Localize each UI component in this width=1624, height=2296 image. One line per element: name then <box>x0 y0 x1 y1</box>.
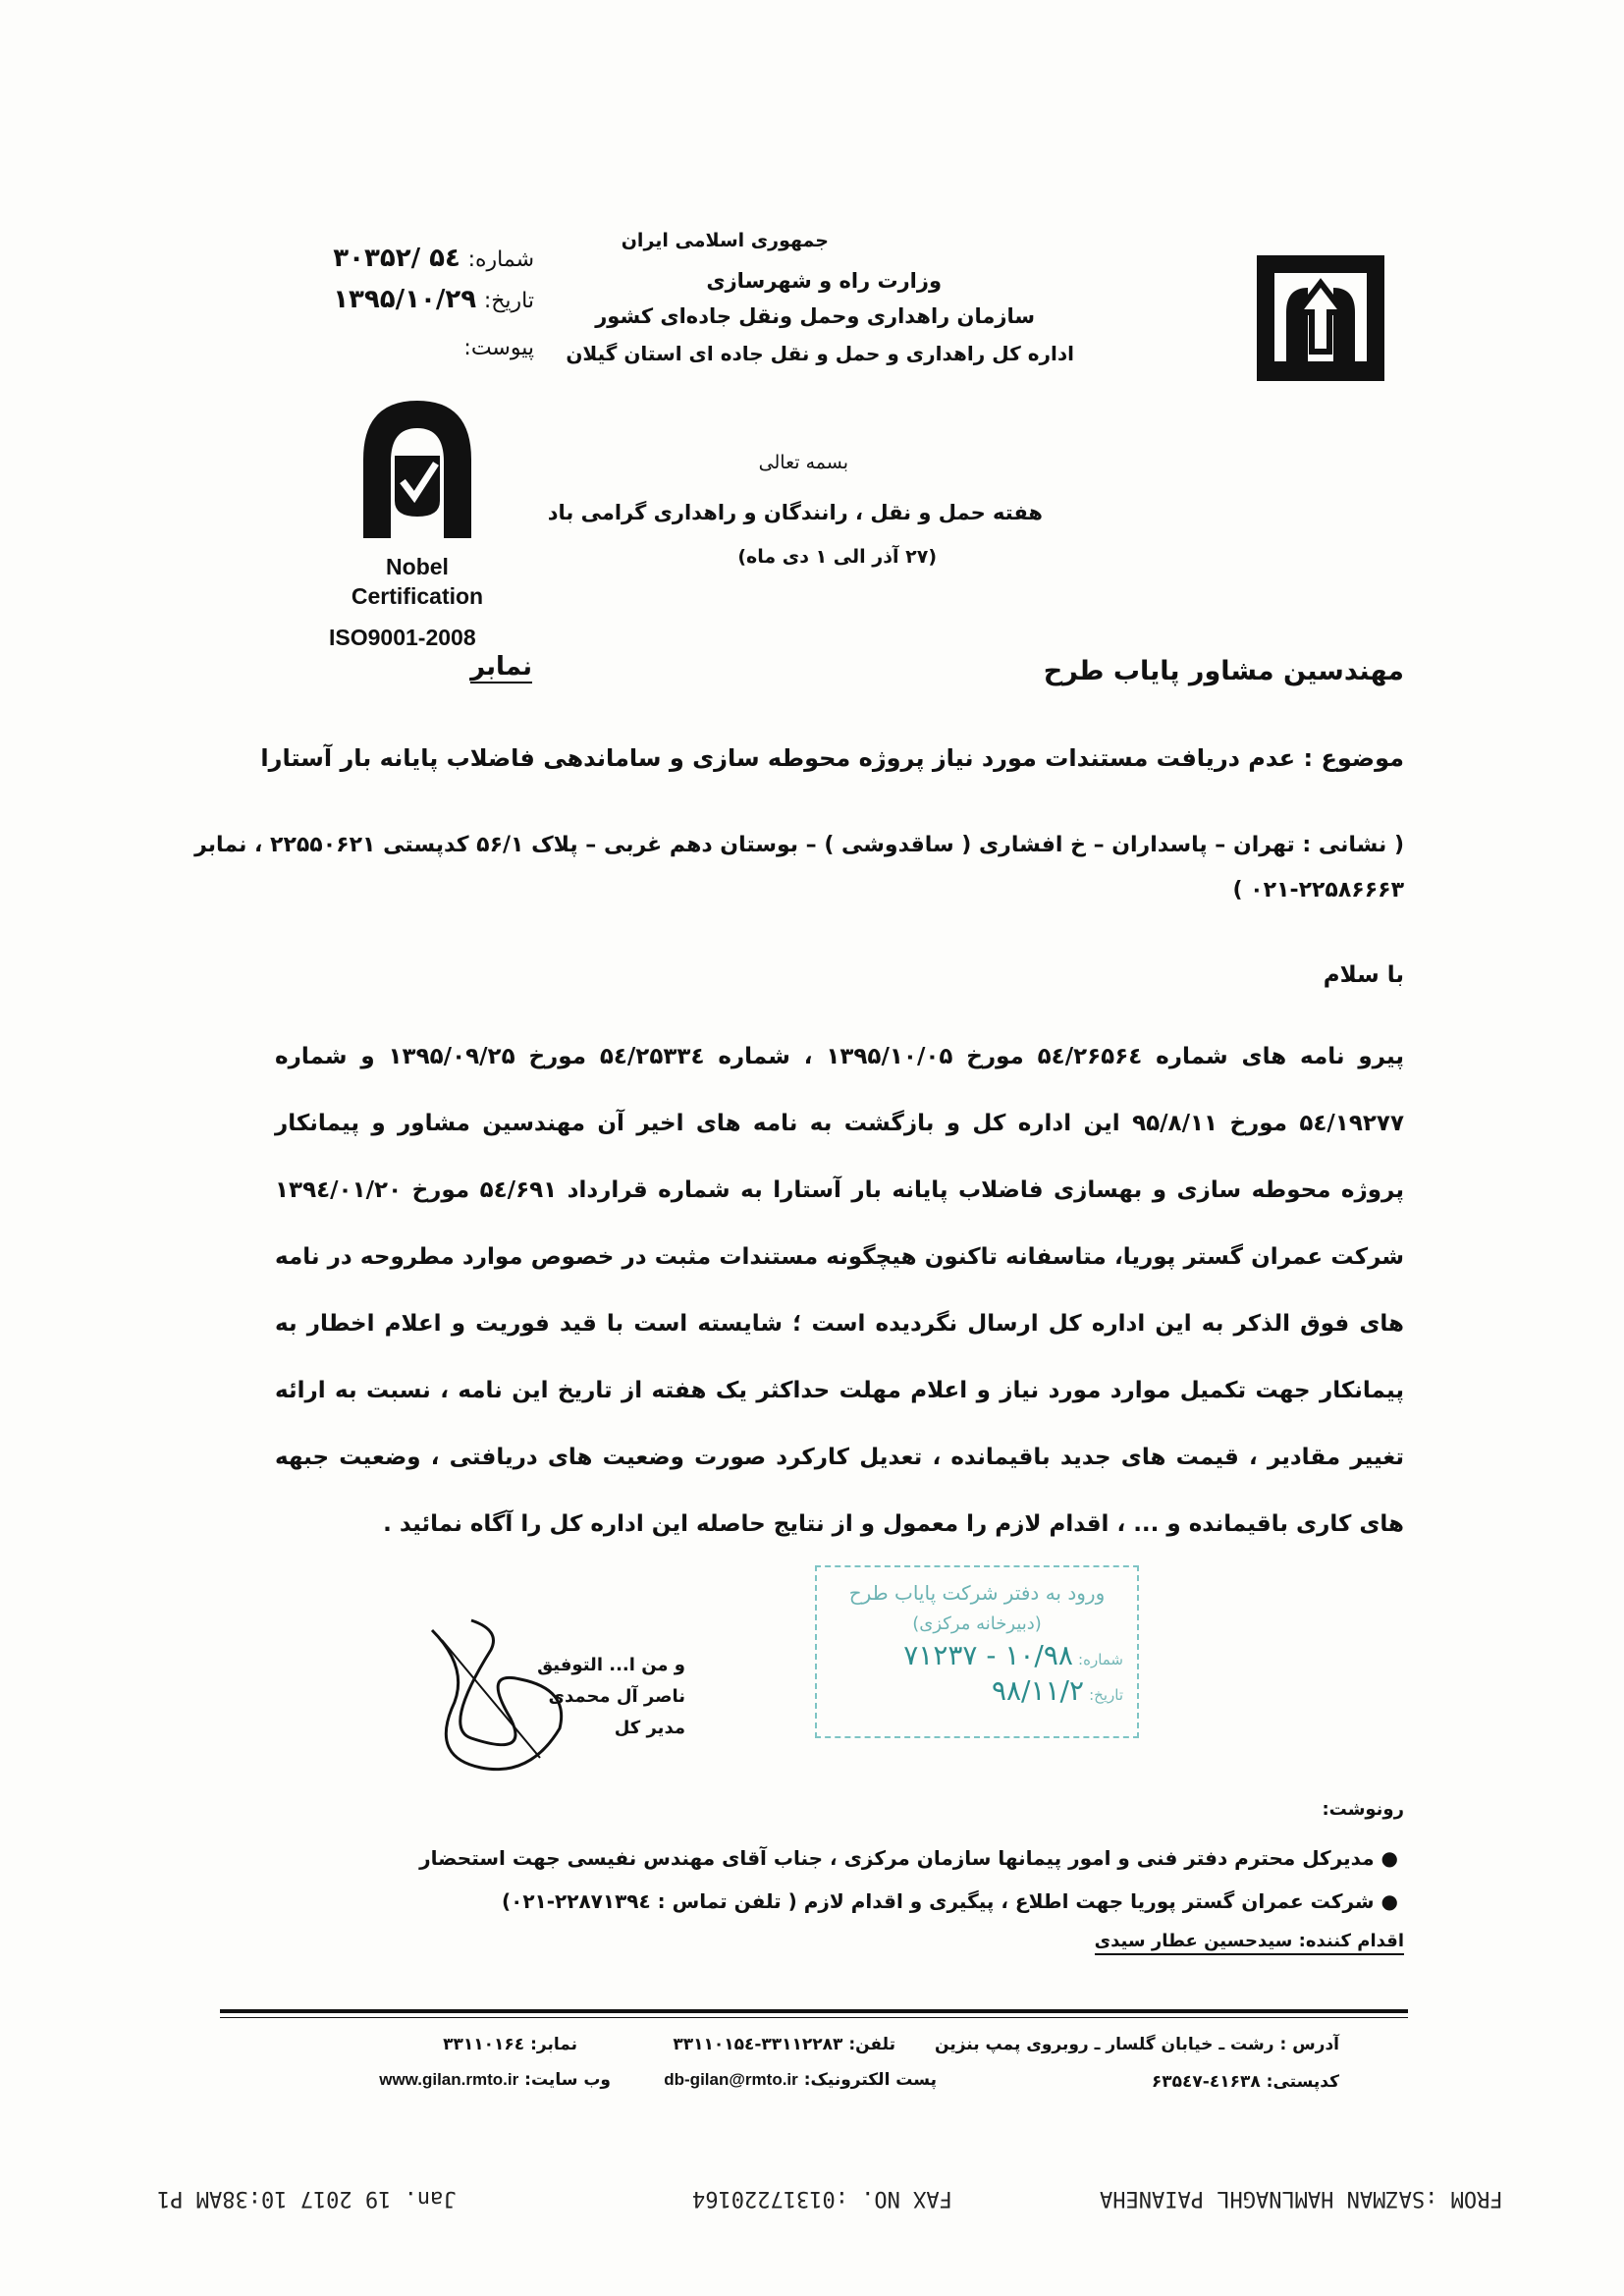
stamp-date-value: ۹۸/۱۱/۲ <box>991 1674 1084 1707</box>
certification-line2: Certification <box>351 583 484 609</box>
footer-web-label: وب سایت: <box>524 2070 611 2090</box>
stamp-date <box>831 1675 1123 1711</box>
cc-item-2-text: شرکت عمران گستر پوریا جهت اطلاع ، پیگیری و اقدام لازم ( تلفن تماس : ۲۲۸۷۱۳۹٤-۰۲۱) <box>501 1889 1375 1913</box>
header-ministry: وزارت راه و شهرسازی <box>706 269 942 293</box>
fax-header-from: FROM :SAZMAN HAMLNAGHL PAIANEHA <box>1100 2186 1503 2211</box>
stamp-number-value: ۱۰/۹۸ - ۷۱۲۳۷ <box>903 1639 1073 1671</box>
footer-email <box>664 2070 937 2090</box>
letter-date <box>333 285 534 314</box>
letter-number-label: شماره: <box>467 247 534 272</box>
footer-divider <box>220 2009 1408 2013</box>
header-country: جمهوری اسلامی ایران <box>621 230 829 251</box>
footer-postal: کدپستی: ٤۱۶۳۸-۶۳۵٤۷ <box>1151 2072 1339 2092</box>
bismillah: بسمه تعالی <box>758 452 848 473</box>
stamp-line-1: ورود به دفتر شرکت پایاب طرح <box>848 1581 1106 1605</box>
signature-title: مدیر کل <box>614 1718 685 1738</box>
certification-name <box>295 552 540 611</box>
recipient: مهندسین مشاور پایاب طرح <box>1043 656 1404 686</box>
address-line-2: ۰۲۱-۲۲۵۸۶۶۶۳ ) <box>1232 878 1404 902</box>
letter-number <box>333 244 534 273</box>
cc-item-1 <box>419 1846 1398 1870</box>
letter-date-label: تاریخ: <box>483 289 534 313</box>
greeting: با سلام <box>1323 962 1404 988</box>
signature-closing: و من ا... التوفیق <box>537 1655 685 1675</box>
address-line-1: ( نشانی : تهران – پاسداران – خ افشاری ( ساقدوشی ) – بوستان دهم غربی – پلاک ۵۶/۱ کدپستی ۲۲۵۵۰۶۲۱ ، نمابر <box>194 833 1404 857</box>
certification-line1: Nobel <box>386 554 449 579</box>
footer-web <box>379 2070 611 2090</box>
letter-number-value: ۵٤ /۳۰۳۵۲ <box>333 244 460 273</box>
cc-item-1-text: مدیرکل محترم دفتر فنی و امور پیمانها سازمان مرکزی ، جناب آقای مهندس نفیسی جهت استحضار <box>419 1846 1375 1870</box>
footer-fax: نمابر: ۳۳۱۱۰۱۶٤ <box>443 2035 577 2054</box>
footer-divider-thin <box>220 2017 1408 2018</box>
subject: موضوع : عدم دریافت مستندات مورد نیاز پروژه محوطه سازی و ساماندهی فاضلاب پایانه بار آستارا <box>260 744 1404 772</box>
fax-mark: نمابر <box>470 652 532 682</box>
letter-attachment: پیوست: <box>463 336 534 360</box>
stamp-line-2: (دبیرخانه مرکزی) <box>912 1613 1042 1634</box>
certification-standard: ISO9001-2008 <box>329 625 476 650</box>
fax-header-number: FAX NO. :01317220164 <box>692 2186 952 2211</box>
cc-label: رونوشت: <box>1322 1799 1404 1820</box>
header-organization: سازمان راهداری وحمل ونقل جاده‌ای کشور <box>595 304 1035 328</box>
body-paragraph: پیرو نامه های شماره ۵٤/۲۶۵۶٤ مورخ ۱۳۹۵/۱۰/۰۵ ، شماره ۵٤/۲۵۳۳٤ مورخ ۱۳۹۵/۰۹/۲۵ و شماره ۵٤/۱۹۲۷۷ مورخ ۹۵/۸/۱۱ این اداره کل و بازگشت به نامه های اخیر آن مهندسین مشاور و پیمانکار پروژه محوطه سازی و بهسازی فاضلاب پایانه بار آستارا به شماره قرارداد ۵٤/۶۹۱ مورخ ۱۳۹٤/۰۱/۲۰ شرکت عمران گستر پوریا، متاسفانه تاکنون هیچگونه مستندات مثبت در خصوص موارد مطروحه در نامه های فوق الذکر به این اداره کل ارسال نگردیده است ؛ شایسته است با قید فوریت و اعلام اخطار به پیمانکار جهت تکمیل موارد مورد نیاز و اعلام مهلت حداکثر یک هفته از تاریخ این نامه ، نسبت به ارائه تغییر مقادیر ، قیمت های جدید باقیمانده ، تعدیل کارکرد صورت وضعیت های دریافتی ، وضعیت جبهه های کاری باقیمانده و ... ، اقدام لازم را معمول و از نتایج حاصله این اداره کل را آگاه نمائید . <box>275 1044 1404 1537</box>
week-dates: (۲۷ آذر الی ۱ دی ماه) <box>737 546 937 568</box>
footer-address: آدرس : رشت ـ خیابان گلسار ـ روبروی پمپ بنزین <box>935 2035 1339 2054</box>
stamp-number-label: شماره: <box>1078 1651 1123 1668</box>
certification-logo <box>334 391 501 548</box>
footer-email-value: db-gilan@rmto.ir <box>664 2070 798 2089</box>
footer-phone: تلفن: ۳۳۱۱۲۲۸۳-۳۳۱۱۰۱۵٤ <box>673 2035 895 2054</box>
signature-block <box>537 1650 685 1744</box>
signature-name: ناصر آل محمدی <box>548 1686 685 1707</box>
stamp-number <box>831 1640 1123 1675</box>
rmto-logo <box>1247 244 1394 391</box>
footer-email-label: پست الکترونیک: <box>803 2070 937 2090</box>
bullet-icon: ● <box>1380 1889 1398 1913</box>
cc-item-2 <box>502 1889 1398 1913</box>
footer-web-value: www.gilan.rmto.ir <box>379 2070 519 2089</box>
stamp-date-label: تاریخ: <box>1089 1686 1123 1704</box>
fax-header-date: Jan. 19 2017 10:38AM P1 <box>157 2186 457 2211</box>
action-by: اقدام کننده: سیدحسین عطار سیدی <box>1095 1931 1404 1955</box>
bullet-icon: ● <box>1380 1846 1398 1870</box>
header-department: اداره کل راهداری و حمل و نقل جاده ای استان گیلان <box>566 342 1074 365</box>
week-title: هفته حمل و نقل ، رانندگان و راهداری گرامی باد <box>547 501 1043 524</box>
letter-date-value: ۱۳۹۵/۱۰/۲۹ <box>333 285 477 314</box>
received-stamp <box>815 1565 1139 1738</box>
